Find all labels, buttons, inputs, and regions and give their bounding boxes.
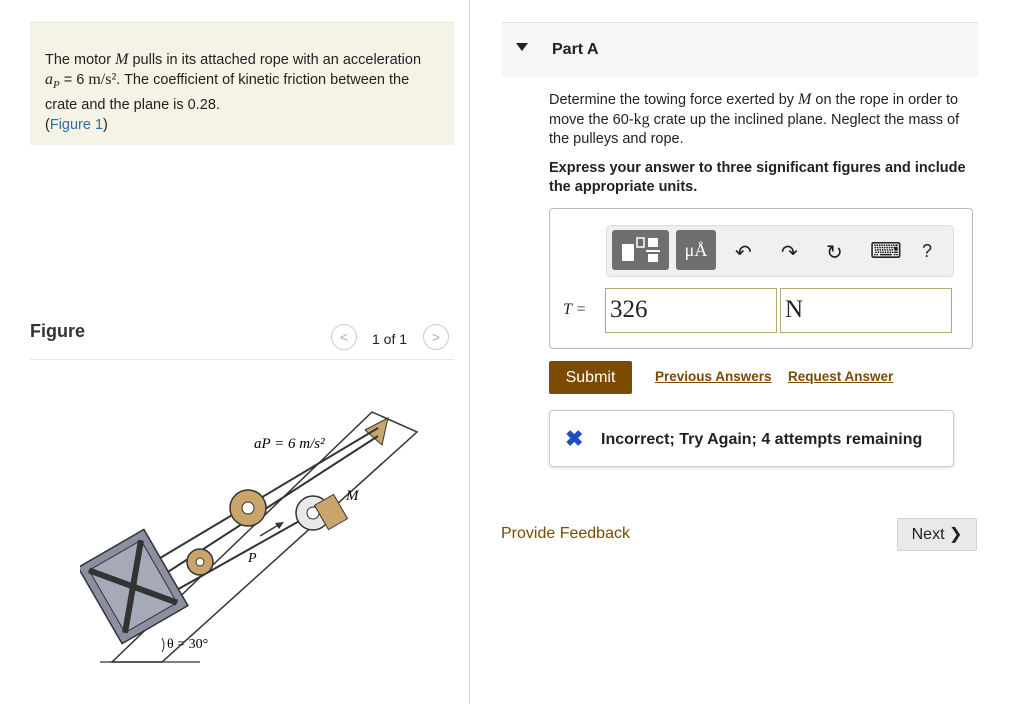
keyboard-icon[interactable]: ⌨ <box>870 238 902 263</box>
upper-pulley-hub <box>242 502 254 514</box>
column-divider <box>469 0 470 704</box>
templates-icon <box>612 230 669 270</box>
answer-unit-input[interactable]: N <box>780 288 952 333</box>
question-text: Determine the towing force exerted by M on the rope in order to move the 60-kg crate up the inclined plane. Neglect the mass of the pulleys and rope. <box>549 91 960 147</box>
part-a-title: Part A <box>552 41 599 58</box>
next-label: Next <box>911 526 945 543</box>
submit-button[interactable]: Submit <box>549 361 632 394</box>
incorrect-icon: ✖ <box>565 426 584 451</box>
figure-link[interactable]: Figure 1 <box>49 116 104 133</box>
provide-feedback-link[interactable]: Provide Feedback <box>501 525 630 542</box>
redo-icon[interactable]: ↷ <box>781 242 798 264</box>
label-p: P <box>248 551 257 566</box>
feedback-text: Incorrect; Try Again; 4 attempts remaining <box>601 431 923 448</box>
label-theta: θ = 30° <box>167 637 209 652</box>
previous-answers-link[interactable]: Previous Answers <box>655 369 772 384</box>
units-button[interactable]: μÅ <box>676 230 716 270</box>
problem-statement: The motor M pulls in its attached rope with an acceleration $a_P = 6$ m/s². The coefficient of kinetic friction between the crate and the plane is 0.28. (Figure 1) <box>45 51 422 133</box>
figure-prev-button[interactable]: < <box>331 324 357 350</box>
figure-pager-text: 1 of 1 <box>372 331 408 347</box>
figure-divider <box>30 359 454 360</box>
answer-instructions: Express your answer to three significant figures and include the appropriate units. <box>549 160 966 195</box>
help-icon[interactable]: ? <box>922 241 933 261</box>
figure-next-button[interactable]: > <box>423 324 449 350</box>
label-accel: aP = 6 m/s² <box>254 436 325 452</box>
crate-pulley-hub <box>196 558 204 566</box>
variable-label: T = <box>563 301 587 318</box>
collapse-caret-icon[interactable] <box>516 43 528 51</box>
request-answer-link[interactable]: Request Answer <box>788 369 894 384</box>
templates-button[interactable] <box>612 230 669 270</box>
reset-icon[interactable]: ↻ <box>826 242 843 264</box>
motor-symbol: M <box>115 51 129 68</box>
figure-diagram <box>80 390 430 670</box>
answer-value-input[interactable]: 326 <box>605 288 777 333</box>
undo-icon[interactable]: ↶ <box>735 242 752 264</box>
chevron-right-icon: ❯ <box>948 526 963 543</box>
figure-title: Figure <box>30 321 86 341</box>
label-motor: M <box>346 488 359 504</box>
next-button[interactable] <box>897 518 977 551</box>
